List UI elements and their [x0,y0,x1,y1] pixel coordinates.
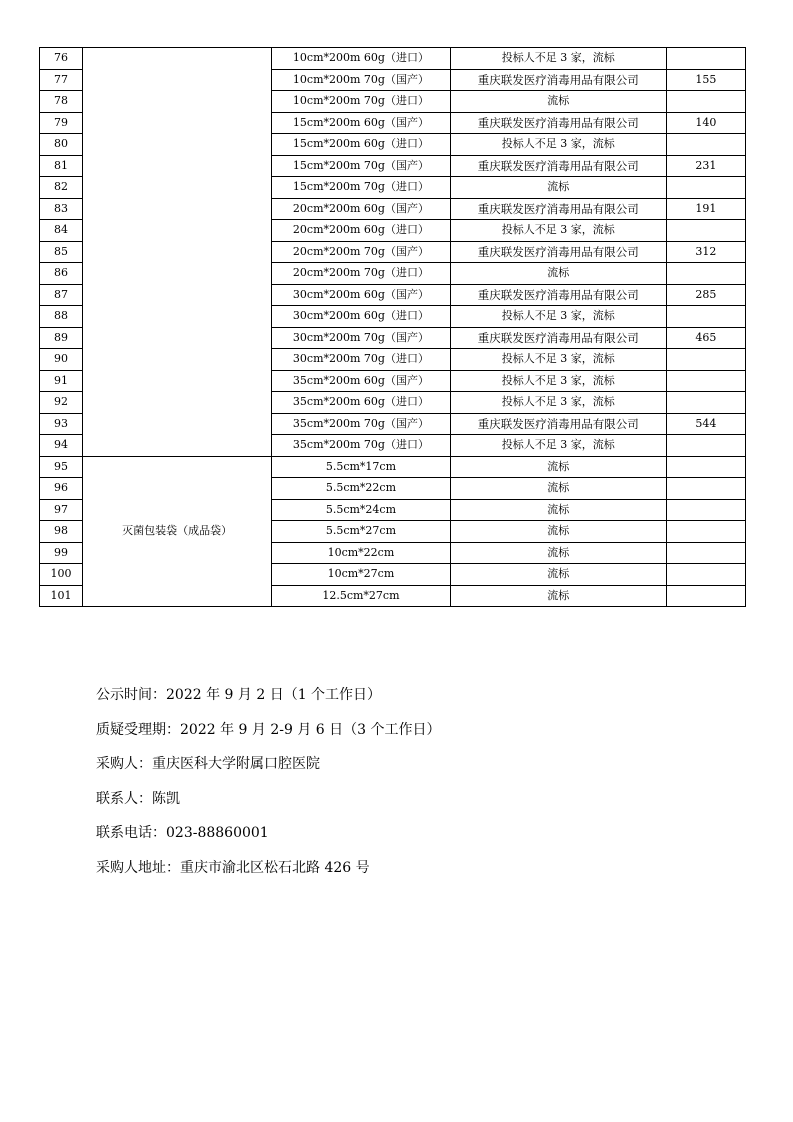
price-cell [666,134,745,156]
result-cell: 流标 [450,521,666,543]
spec-cell: 30cm*200m 70g（进口） [272,349,450,371]
item-number: 86 [40,263,83,285]
spec-cell: 15cm*200m 60g（进口） [272,134,450,156]
price-cell [666,177,745,199]
item-number: 96 [40,478,83,500]
spec-cell: 5.5cm*24cm [272,499,450,521]
result-cell: 流标 [450,91,666,113]
item-number: 85 [40,241,83,263]
result-cell: 流标 [450,564,666,586]
spec-cell: 35cm*200m 60g（进口） [272,392,450,414]
table-row [40,456,746,478]
price-cell: 231 [666,155,745,177]
result-cell: 重庆联发医疗消毒用品有限公司 [450,241,666,263]
spec-cell: 10cm*200m 60g（进口） [272,48,450,70]
purchaser: 采购人：重庆医科大学附属口腔医院 [96,756,320,772]
price-cell [666,220,745,242]
result-cell: 流标 [450,585,666,607]
spec-cell: 10cm*27cm [272,564,450,586]
contact-person: 联系人：陈凯 [96,790,180,807]
item-number: 89 [40,327,83,349]
price-cell [666,91,745,113]
spec-cell: 20cm*200m 70g（进口） [272,263,450,285]
item-number: 93 [40,413,83,435]
item-number: 79 [40,112,83,134]
item-number: 82 [40,177,83,199]
item-number: 81 [40,155,83,177]
item-number: 101 [40,585,83,607]
price-cell: 155 [666,69,745,91]
price-cell [666,48,745,70]
price-cell [666,349,745,371]
contact-phone: 联系电话：023-88860001 [96,825,269,841]
item-number: 78 [40,91,83,113]
spec-cell: 10cm*200m 70g（进口） [272,91,450,113]
result-cell: 重庆联发医疗消毒用品有限公司 [450,112,666,134]
result-cell: 流标 [450,499,666,521]
result-cell: 重庆联发医疗消毒用品有限公司 [450,69,666,91]
item-number: 77 [40,69,83,91]
item-number: 98 [40,521,83,543]
result-cell: 流标 [450,263,666,285]
item-number: 91 [40,370,83,392]
spec-cell: 10cm*200m 70g（国产） [272,69,450,91]
item-number: 80 [40,134,83,156]
bid-result-table-body [40,48,746,607]
spec-cell: 5.5cm*27cm [272,521,450,543]
result-cell: 流标 [450,456,666,478]
price-cell: 544 [666,413,745,435]
item-number: 97 [40,499,83,521]
price-cell [666,564,745,586]
publish-time: 公示时间：2022 年 9 月 2 日（1 个工作日） [96,687,382,703]
result-cell: 流标 [450,478,666,500]
item-number: 90 [40,349,83,371]
result-cell: 投标人不足 3 家，流标 [450,370,666,392]
price-cell: 191 [666,198,745,220]
price-cell [666,263,745,285]
spec-cell: 35cm*200m 60g（国产） [272,370,450,392]
result-cell: 投标人不足 3 家，流标 [450,349,666,371]
price-cell [666,370,745,392]
spec-cell: 15cm*200m 70g（国产） [272,155,450,177]
price-cell [666,392,745,414]
result-cell: 重庆联发医疗消毒用品有限公司 [450,198,666,220]
result-cell: 重庆联发医疗消毒用品有限公司 [450,284,666,306]
result-cell: 投标人不足 3 家，流标 [450,306,666,328]
item-number: 88 [40,306,83,328]
result-cell: 投标人不足 3 家，流标 [450,220,666,242]
price-cell: 140 [666,112,745,134]
result-cell: 投标人不足 3 家，流标 [450,392,666,414]
item-number: 92 [40,392,83,414]
item-number: 84 [40,220,83,242]
spec-cell: 5.5cm*22cm [272,478,450,500]
item-number: 83 [40,198,83,220]
item-number: 94 [40,435,83,457]
spec-cell: 20cm*200m 60g（国产） [272,198,450,220]
result-cell: 流标 [450,177,666,199]
spec-cell: 30cm*200m 60g（进口） [272,306,450,328]
spec-cell: 20cm*200m 70g（国产） [272,241,450,263]
purchaser-address: 采购人地址：重庆市渝北区松石北路 426 号 [96,859,370,876]
price-cell [666,585,745,607]
item-number: 95 [40,456,83,478]
result-cell: 流标 [450,542,666,564]
price-cell [666,456,745,478]
result-cell: 重庆联发医疗消毒用品有限公司 [450,413,666,435]
spec-cell: 20cm*200m 60g（进口） [272,220,450,242]
price-cell [666,306,745,328]
spec-cell: 30cm*200m 70g（国产） [272,327,450,349]
product-name-cell [83,48,272,457]
price-cell [666,542,745,564]
item-number: 100 [40,564,83,586]
objection-period: 质疑受理期：2022 年 9 月 2-9 月 6 日（3 个工作日） [96,721,441,738]
price-cell [666,499,745,521]
item-number: 99 [40,542,83,564]
spec-cell: 10cm*22cm [272,542,450,564]
result-cell: 重庆联发医疗消毒用品有限公司 [450,327,666,349]
notice-block [96,684,441,891]
result-cell: 重庆联发医疗消毒用品有限公司 [450,155,666,177]
spec-cell: 5.5cm*17cm [272,456,450,478]
price-cell: 465 [666,327,745,349]
price-cell [666,435,745,457]
item-number: 76 [40,48,83,70]
spec-cell: 35cm*200m 70g（进口） [272,435,450,457]
bid-result-table [39,47,746,607]
spec-cell: 35cm*200m 70g（国产） [272,413,450,435]
item-number: 87 [40,284,83,306]
result-cell: 投标人不足 3 家，流标 [450,48,666,70]
spec-cell: 15cm*200m 60g（国产） [272,112,450,134]
price-cell: 285 [666,284,745,306]
spec-cell: 12.5cm*27cm [272,585,450,607]
result-cell: 投标人不足 3 家，流标 [450,134,666,156]
result-cell: 投标人不足 3 家，流标 [450,435,666,457]
spec-cell: 15cm*200m 70g（进口） [272,177,450,199]
price-cell: 312 [666,241,745,263]
price-cell [666,521,745,543]
spec-cell: 30cm*200m 60g（国产） [272,284,450,306]
price-cell [666,478,745,500]
product-name-cell: 灭菌包装袋（成品袋） [83,456,272,607]
table-row [40,48,746,70]
